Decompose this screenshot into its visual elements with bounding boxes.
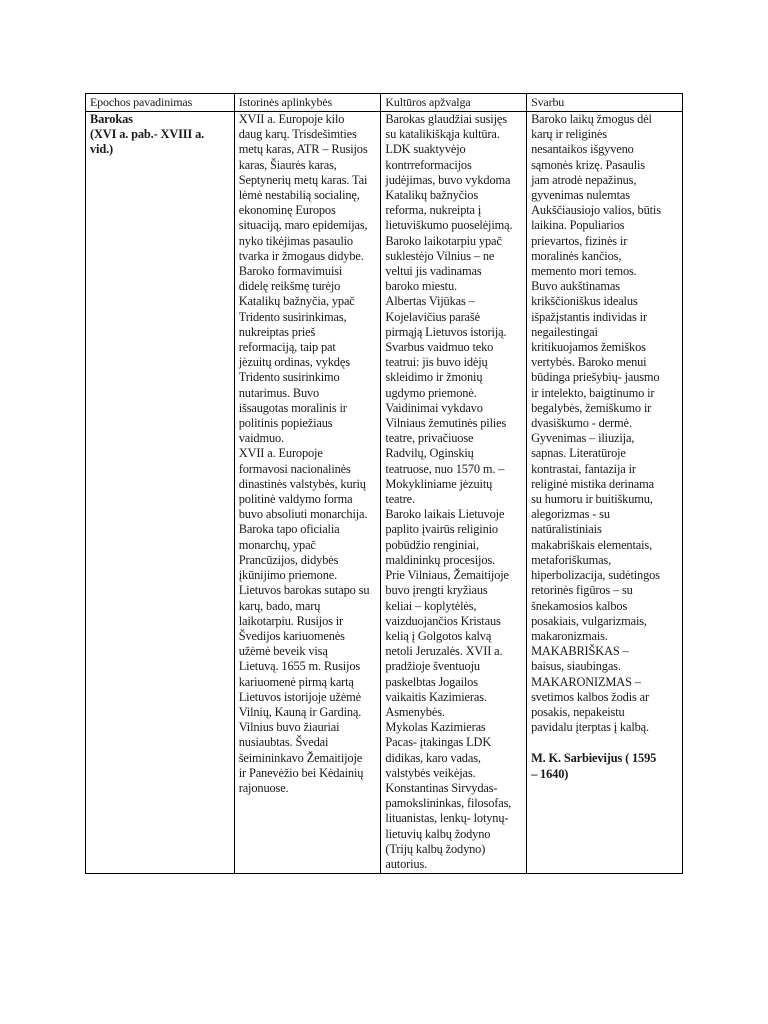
important-paragraph: Buvo aukštinamas krikščioniškus idealus išpažįstantis individas ir negailestingai kritikuojamos žemiškos vertybės. Baroko menui būdinga priešybių- jausmo ir intelekto, baigtinumo ir begalybės, žemiškumo ir dvasiškumo - dermė.: [531, 279, 660, 431]
cell-history: [234, 112, 381, 874]
culture-paragraph: Konstantinas Sirvydas- pamokslininkas, filosofas, lituanistas, lenkų- lotynų- lietuvių kalbų žodyno (Trijų kalbų žodyno) autorius.: [385, 780, 512, 871]
history-paragraph: XVII a. Europoje formavosi nacionalinės dinastinės valstybės, kurių politinė valdymo forma buvo absoliuti monarchija. Baroka tapo oficialia monarchų, ypač Prancūzijos, didybės įkūnijimo priemone.: [238, 446, 368, 583]
header-epoch-name: Epochos pavadinimas: [86, 94, 235, 112]
cell-epoch: [86, 112, 235, 874]
header-important: Svarbu: [527, 94, 683, 112]
history-paragraph: XVII a. Europoje kilo daug karų. Trisdešimties metų karas, ATR – Rusijos karas, Šiaurės karas, Septynerių metų karas. Tai lėmė nestabilią socialinę, ekonominę Europos situaciją, maro epidemijas, nyko tikėjimas pasaulio tvarka ir žmogaus didybe. Baroko formavimuisi didelę reikšmę turėjo Katalikų bažnyčia, ypač Tridento susirinkimas, nukreiptas prieš reformaciją, taip pat jėzuitų ordinas, vykdęs Tridento susirinkimo nutarimus. Buvo išsaugotas moralinis ir politinis popiežiaus vaidmuo.: [238, 112, 368, 446]
epoch-table: [85, 93, 683, 874]
important-paragraph: Baroko laikų žmogus dėl karų ir religinės nesantaikos išgyveno sąmonės krizę. Pasaulis jam atrodė nepažinus, gyvenimas nulemtas Aukščiausiojo valios, būtis laikina. Populiarios prievartos, fizinės ir moralinės kančios, memento mori temos.: [531, 112, 661, 279]
culture-paragraph: Barokas glaudžiai susijęs su katalikiškąja kultūra. LDK suaktyvėjo kontrreformacijos judėjimas, buvo vykdoma Katalikų bažnyčios reforma, nukreipta į lietuviškumo puoselėjimą. Baroko laikotarpiu ypač suklestėjo Vilnius – ne veltui jis vadinamas baroko miestu.: [385, 112, 513, 294]
culture-paragraph: Mykolas Kazimieras Pacas- įtakingas LDK didikas, karo vadas, valstybės veikėjas.: [385, 720, 492, 780]
epoch-period: (XVI a. pab.- XVIII a. vid.): [90, 127, 205, 157]
cell-culture: [381, 112, 527, 874]
history-paragraph: Lietuvos barokas sutapo su karų, bado, marų laikotarpiu. Rusijos ir Švedijos kariuomenės užėmė beveik visą Lietuvą. 1655 m. Rusijos kariuomenė pirmą kartą Lietuvos istorijoje užėmė Vilnių, Kauną ir Gardiną. Vilnius buvo žiauriai nusiaubtas. Švedai šeimininkavo Žemaitijoje ir Panevėžio bei Kėdainių rajonuose.: [238, 583, 370, 795]
table-header-row: [86, 94, 683, 112]
table-row: [86, 112, 683, 874]
header-culture-overview: Kultūros apžvalga: [381, 94, 527, 112]
important-paragraph: Gyvenimas – iliuzija, sapnas. Literatūroje kontrastai, fantazija ir religinė mistika derinama su humoru ir buitiškumu, alegorizmas - su natūralistiniais makabriškais elementais, metaforiškumas, hiperbolizacija, sudėtingos retorinės figūros – su šnekamosios kalbos posakiais, vulgarizmais, makaronizmais.: [531, 431, 660, 643]
culture-paragraph: Albertas Vijūkas – Kojelavičius parašė pirmąją Lietuvos istoriją. Svarbus vaidmuo teko teatrui: jis buvo idėjų skleidimo ir žmonių ugdymo priemonė. Vaidinimai vykdavo Vilniaus žemutinės pilies teatre, privačiuose Radvilų, Oginskių teatruose, nuo 1570 m. – Mokykliniame jėzuitų teatre.: [385, 294, 507, 507]
culture-personalities-heading: Asmenybės.: [385, 704, 445, 719]
culture-paragraph: Baroko laikais Lietuvoje paplito įvairūs religinio pobūdžio renginiai, maldininkų procesijos. Prie Vilniaus, Žemaitijoje buvo įrengti kryžiaus keliai – koplytėlės, vaizduojančios Kristaus kelią į Golgotos kalvą netoli Jeruzalės. XVII a. pradžioje šventuoju paskelbtas Jogailos vaikaitis Kazimieras.: [385, 507, 509, 704]
header-historical-circumstances: Istorinės aplinkybės: [234, 94, 381, 112]
important-definition: MAKARONIZMAS – svetimos kalbos žodis ar posakis, nepakeistu pavidalu įterptas į kalbą.: [531, 674, 649, 735]
epoch-name: Barokas: [90, 112, 133, 126]
cell-important: [527, 112, 683, 874]
important-definition: MAKABRIŠKAS – baisus, siaubingas.: [531, 644, 629, 674]
important-footer-author: M. K. Sarbievijus ( 1595 – 1640): [531, 751, 657, 781]
